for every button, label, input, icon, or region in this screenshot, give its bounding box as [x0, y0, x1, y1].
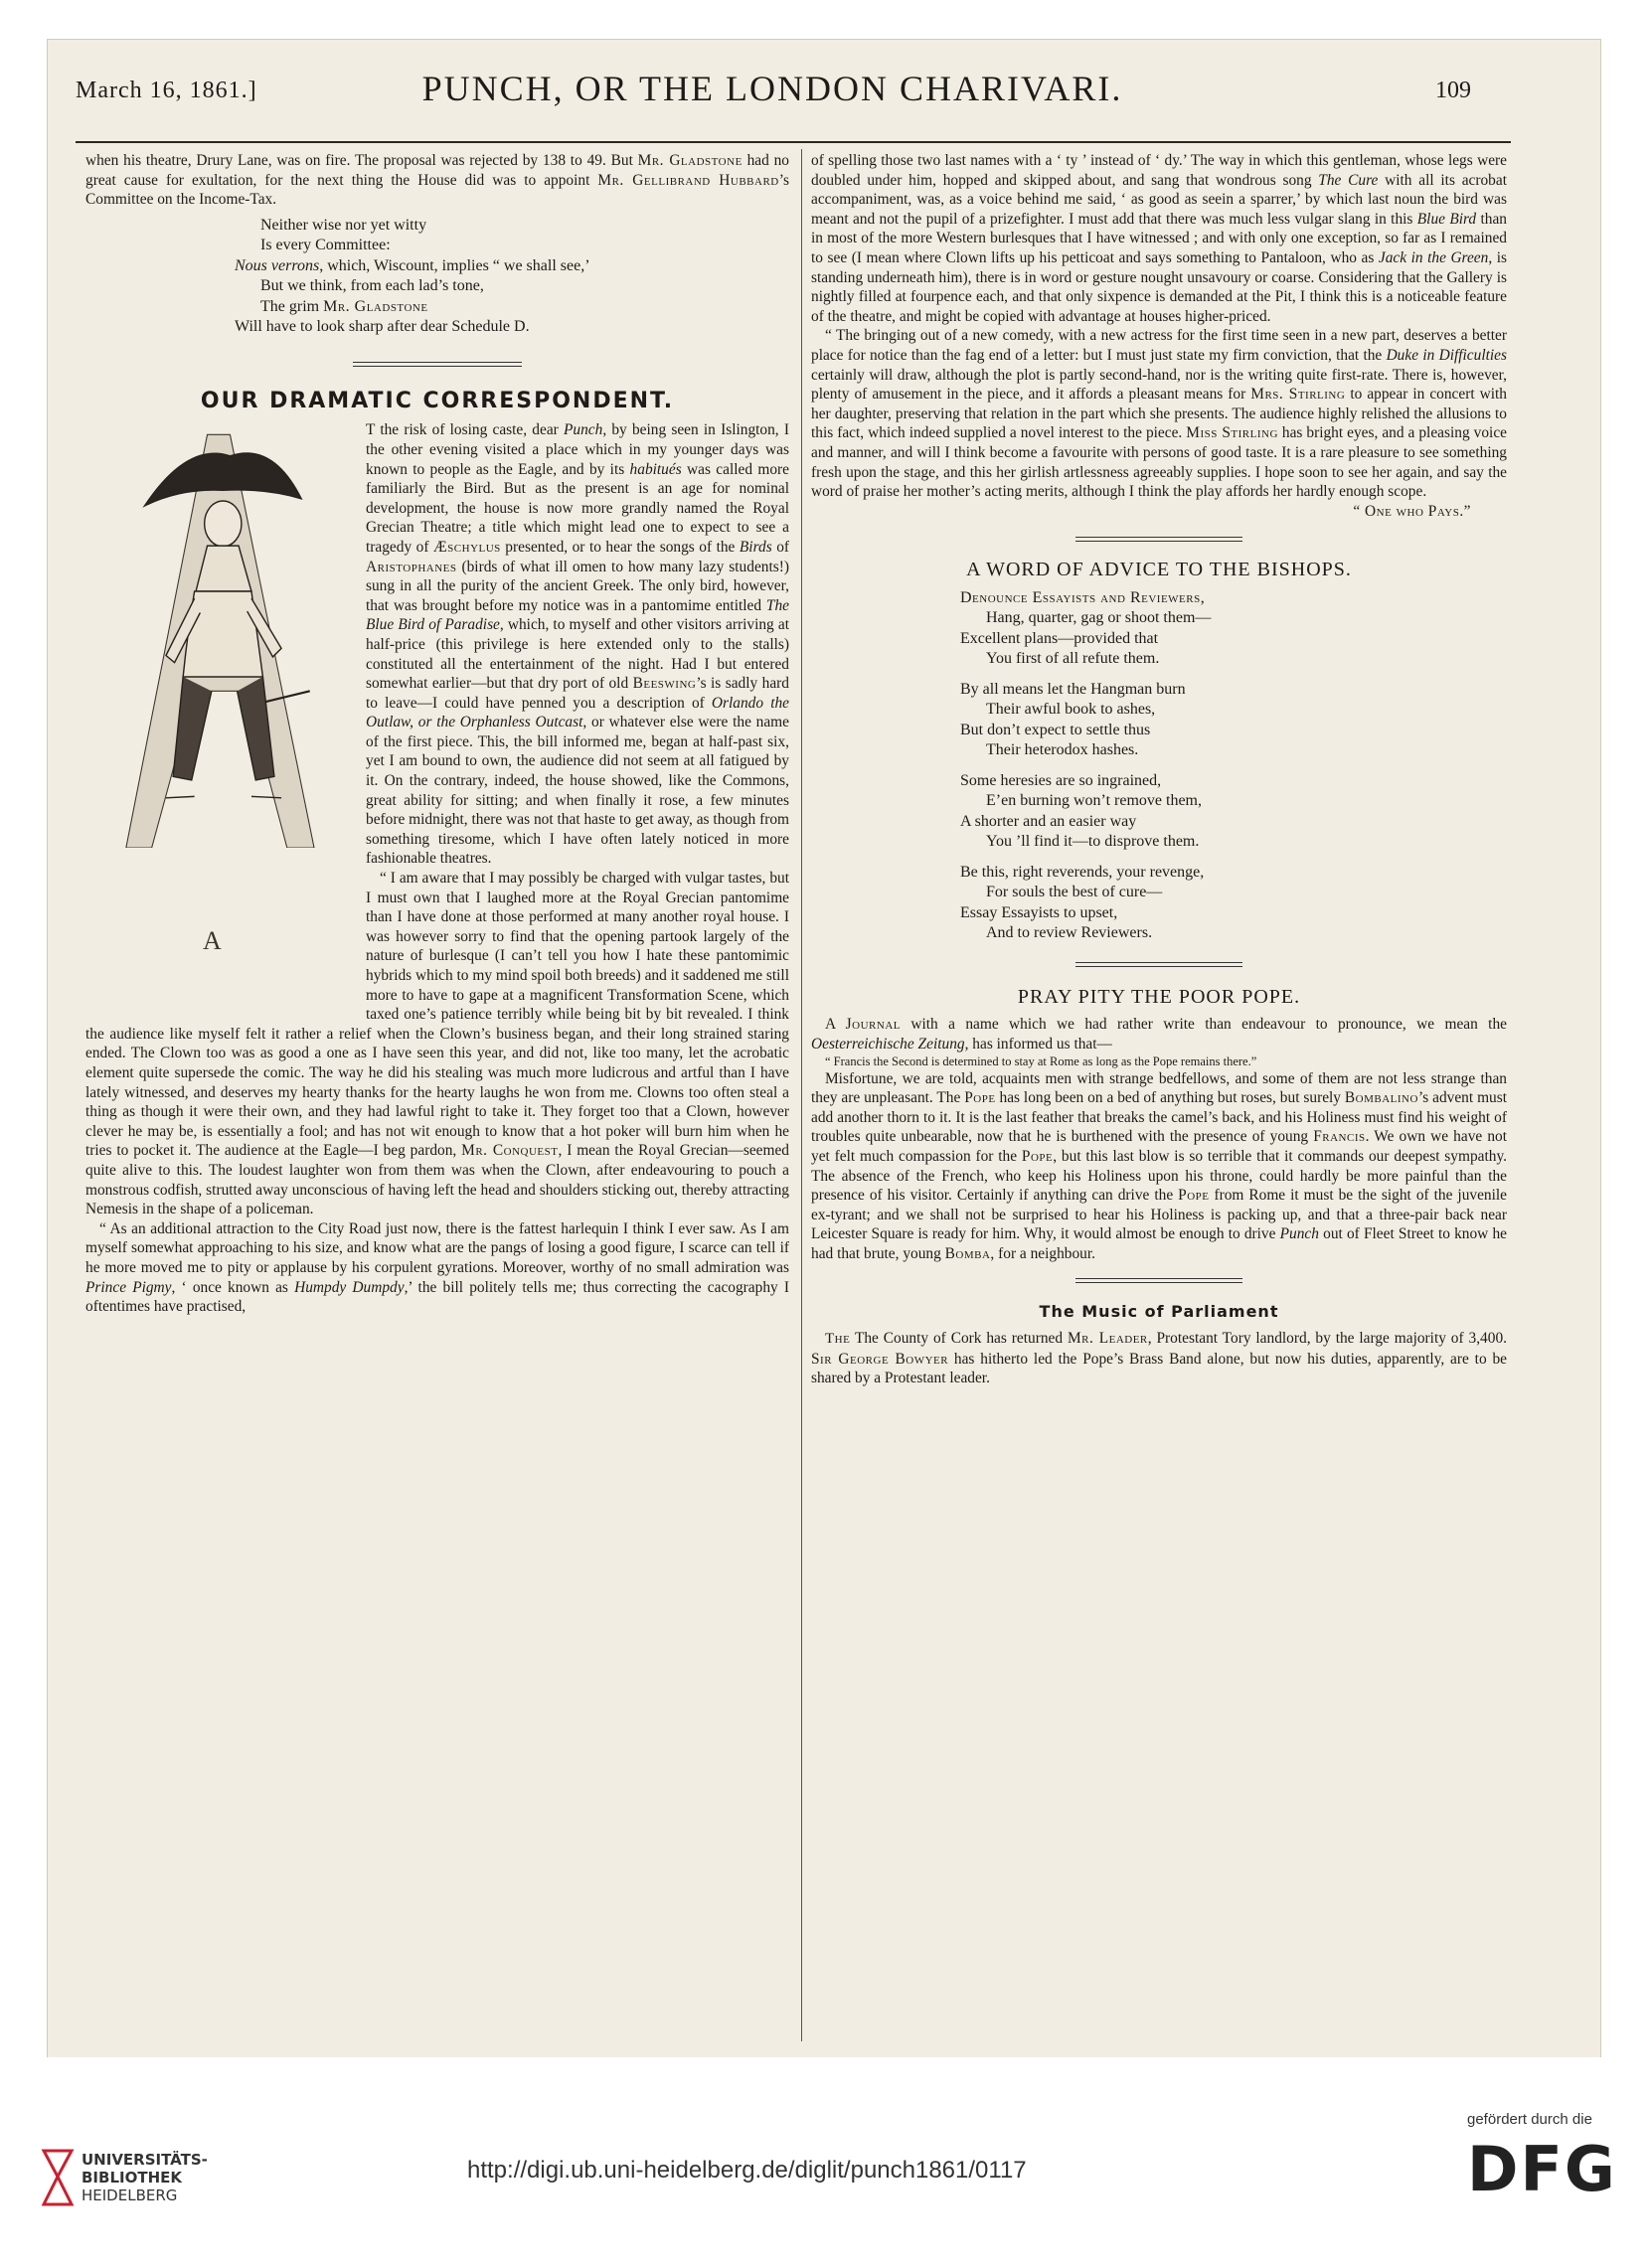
section-separator [811, 1270, 1507, 1292]
bishops-stanza-2: By all means let the Hangman burn Their awful book to ashes, But don’t expect to settle thus Their heterodox hashes. [960, 680, 1186, 759]
section-separator [811, 529, 1507, 551]
bishops-poem [960, 588, 1507, 944]
dramatic-heading: OUR DRAMATIC CORRESPONDENT. [200, 388, 675, 413]
dfg-caption: gefördert durch die [1467, 2111, 1592, 2128]
ub-heidelberg-logo-text: UNIVERSITÄTS- BIBLIOTHEK HEIDELBERG [82, 2151, 208, 2204]
ub-heidelberg-logo-icon [40, 2147, 76, 2210]
dramatic-paragraph-3: “ As an additional attraction to the City Road just now, there is the fattest harlequin I think I ever saw. As I am myself somewhat approaching to his size, and know what are the pangs of losing a good figure, I scarce can tell if he more moved me to pity or applause by his corpulent gyrations. Moreover, worthy of no small admiration was Prince Pigmy, ‘ once known as Humpdy Dumpdy,’ the bill politely tells me; thus correcting the cacography I oftentimes have practised, [85, 1219, 790, 1316]
drop-cap-caption: A [203, 926, 222, 956]
signature: “ One who Pays.” [1353, 502, 1471, 520]
music-heading: The Music of Parliament [1039, 1301, 1279, 1321]
bishops-stanza-1: Denounce Essayists and Reviewers, Hang, quarter, gag or shoot them— Excellent plans—provided that You first of all refute them. [960, 588, 1212, 668]
header-rule [76, 141, 1511, 143]
pope-heading: PRAY PITY THE POOR POPE. [1017, 985, 1301, 1008]
bishops-stanza-3: Some heresies are so ingrained, E’en burning won’t remove them, A shorter and an easier way You ’ll find it—to disprove them. [960, 771, 1202, 851]
issue-date: March 16, 1861.] [76, 78, 257, 103]
bishops-heading: A WORD OF ADVICE TO THE BISHOPS. [966, 559, 1352, 581]
column-divider [801, 149, 802, 2041]
pope-paragraph-1: A Journal with a name which we had rather write than endeavour to pronounce, we mean the Oesterreichische Zeitung, has informed us that— [811, 1016, 1507, 1053]
section-separator [85, 354, 789, 376]
page-number: 109 [1435, 78, 1471, 103]
bishops-stanza-4: Be this, right reverends, your revenge, For souls the best of cure— Essay Essayists to upset, And to review Reviewers. [960, 863, 1205, 942]
music-paragraph: The The County of Cork has returned Mr. Leader, Protestant Tory landlord, by the large majority of 3,400. Sir George Bowyer has hitherto led the Pope’s Brass Band alone, but now his duties, apparently, are to be shared by a Protestant leader. [811, 1330, 1507, 1387]
section-separator [811, 954, 1507, 976]
page-header [40, 60, 1505, 108]
dramatic-paragraph-2: “ I am aware that I may possibly be charged with vulgar tastes, but I must own that I laughed more at the Royal Grecian pantomime than I have done at those performed at many another royal house. I was however sorry to find that the opening partook largely of the nature of burlesque (I can’t tell you how I hate these pantomimic hybrids which to my mind spoil both breeds) and it saddened me still more to have to gape at a magnificent Transformation Scene, which taxed one’s patience terribly while being bit by bit revealed. I think the audience like myself felt it rather a relief when the Clown’s business began, and their long strained staring ended. The Clown too was as good a one as I have seen this year, and did not, like too many, let the acrobatic element quite supersede the comic. The way he did his stealing was much more ludicrous and artful than I have lately witnessed, and deserves my hearty thanks for the hearty laughs he won from me. Clowns too often steal a thing as though it were their own, and they had lawful right to take it. They forget too that a Clown, however clever he may be, is essentially a fool; and has not wit enough to know that a hot poker will burn him when he tries to pocket it. The audience at the Eagle—I beg pardon, Mr. Conquest, I mean the Royal Grecian—seemed quite alive to this. The loudest laughter won from them was when the Clown, after endeavouring to pouch a monstrous codfish, strutted away unconscious of having left the head and shoulders sticking out, thereby attracting Nemesis in the shape of a policeman. [85, 870, 789, 1218]
right-column [811, 151, 1507, 1388]
dramatic-paragraph-1: T the risk of losing caste, dear Punch, by being seen in Islington, I the other evening visited a place which in my younger days was known to people as the Eagle, and by its habitués was called more familiarly the Bird. But as the present is an age for nominal development, the house is now more grandly named the Royal Grecian Theatre; a title which might lead one to expect to see a tragedy of Æschylus presented, or to hear the songs of the Birds of Aristophanes (birds of what ill omen to how many lazy students!) sung in all the purity of the ancient Greek. The only bird, however, that was brought before my notice was in a pantomime entitled The Blue Bird of Paradise, which, to myself and other visitors arriving at half-price (this privilege is here extended only to the stalls) constituted all the entertainment of the night. Had I but entered somewhat earlier—but that dry port of old Beeswing’s is sadly hard to leave—I could have penned you a description of Orlando the Outlaw, or the Orphanless Outcast, or whatever else were the name of the first piece. This, the bill informed me, began at half-past six, yet I am bound to own, the audience did not seem at all fatigued by it. On the contrary, indeed, the house showed, like the Commons, great ability for sitting; and when finally it rose, a few minutes before midnight, there was not that haste to get away, as though from something tiresome, which I have often lately noticed in more fashionable theatres. [366, 421, 790, 868]
pope-paragraph-2: Misfortune, we are told, acquaints men with strange bedfellows, and some of them are not less strange than they are unpleasant. The Pope has long been on a bed of anything but roses, but surely Bombalino’s advent must add another thorn to it. It is the last feather that breaks the camel’s back, and his Holiness must find his weight of troubles quite unbearable, now that he is burthened with the presence of young Francis. We own we have not yet felt much compassion for the Pope, but this last blow is so terrible that it commands our deepest sympathy. The absence of the French, who keep his Holiness upon his throne, could hardly be more painful than the presence of his visitor. Certainly if anything can drive the Pope from Rome it must be the sight of the juvenile ex-tyrant; and we shall not be surprised to hear his Holiness is packing up, and that a three-pair back near Leicester Square is ready for him. Why, it would almost be enough to drive Punch out of Fleet Street to know he had that brute, young Bomba, for a neighbour. [811, 1069, 1507, 1262]
dfg-logo: DFG [1467, 2133, 1617, 2205]
soldier-illustration [85, 420, 352, 848]
dramatic-continued-1: of spelling those two last names with a ‘ ty ’ instead of ‘ dy.’ The way in which this gentleman, whose legs were doubled under him, hopped and skipped about, and sang that wondrous song The Cure with all its acrobat accompaniment, was, as a voice behind me said, ‘ as good as seein a sparrer,’ by which last noun the bird was meant and not the pupil of a prizefighter. I must add that there was much less vulgar slang in this Blue Bird than in most of the more Western burlesques that I have witnessed ; and with only one exception, so far as I remained to see (I mean where Clown lifts up his petticoat and says something to Pantaloon, who as Jack in the Green, is standing underneath him), there is in word or gesture nought unsavoury or coarse. Considering that the Gallery is nightly filled at fourpence each, and that only sixpence is demanded at the Pit, I think this is a noticeable feature of the theatre, and might be copied with advantage at houses higher-priced. [811, 152, 1507, 325]
permalink-url[interactable]: http://digi.ub.uni-heidelberg.de/diglit/punch1861/0117 [467, 2157, 1027, 2184]
dramatic-continued-2: “ The bringing out of a new comedy, with a new actress for the first time seen in a new part, deserves a better place for notice than the fag end of a letter: but I must just state my firm conviction, that the Duke in Difficulties certainly will draw, although the plot is partly second-hand, nor is the writing quite first-rate. There is, however, plenty of amusement in the piece, and it affords a pleasant means for Mrs. Stirling to appear in concert with her daughter, preserving that relation in the part which she presents. The audience highly relished the allusions to this fact, which indeed supplied a novel interest to the piece. Miss Stirling has bright eyes, and a pleasing voice and manner, and will I think become a favourite with persons of good taste. It is a rare pleasure to see something fresh upon the stage, and this her girlish artlessness agreeably supplies. I hope soon to see her again, and say the word of praise her mother’s acting merits, although I think the play affords her hardly enough scope. [811, 327, 1508, 501]
left-column [85, 151, 789, 1317]
illustration-box [85, 420, 356, 1017]
pope-quotation: “ Francis the Second is determined to stay at Rome as long as the Pope remains there.” [825, 1053, 1257, 1068]
masthead-title: PUNCH, OR THE LONDON CHARIVARI. [421, 69, 1123, 108]
gladstone-paragraph: when his theatre, Drury Lane, was on fire. The proposal was rejected by 138 to 49. But Mr. Gladstone had no great cause for exultation, for the next thing the House did was to appoint Mr. Gellibrand Hubbard’s Committee on the Income-Tax. [85, 152, 790, 209]
committee-verse: Neither wise nor yet witty Is every Committee: Nous verrons, which, Wiscount, implies “ we shall see,’ But we think, from each lad’s tone, The grim Mr. Gladstone Will have to look sharp after dear Schedule D. [235, 216, 590, 336]
soldier-face [205, 501, 242, 547]
